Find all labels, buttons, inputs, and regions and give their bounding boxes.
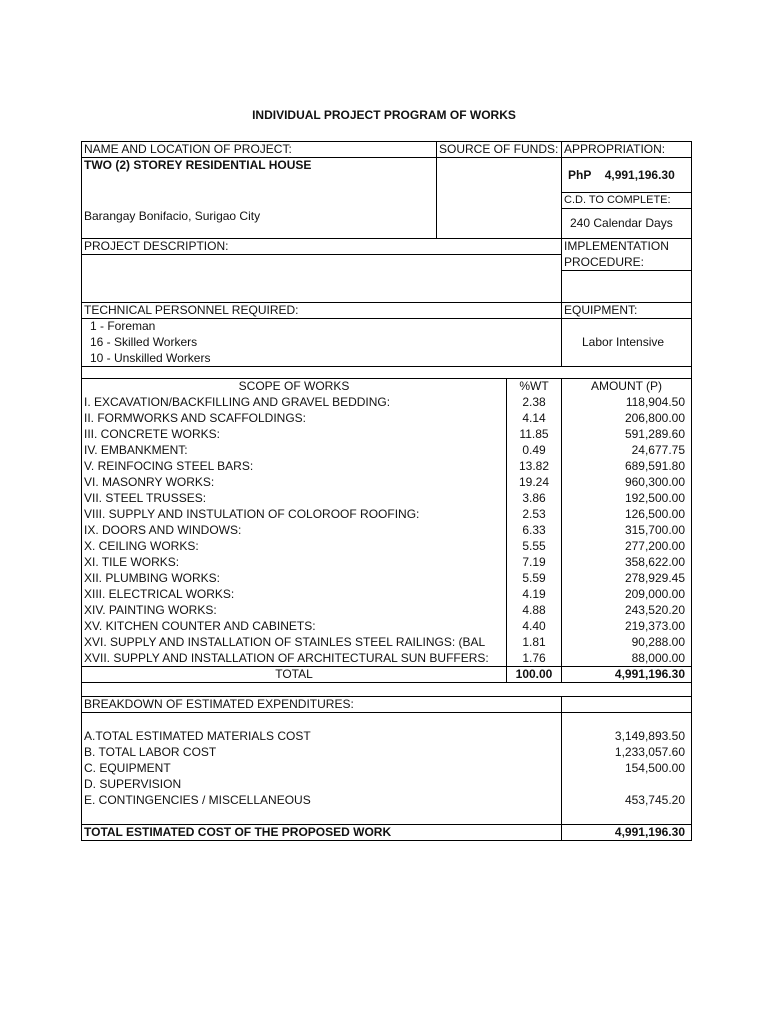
scope-row (82, 427, 692, 443)
scope-wt: 3.86 (507, 491, 562, 507)
wt-col-header: %WT (507, 379, 562, 395)
scope-amount: 88,000.00 (562, 651, 692, 667)
scope-wt: 4.40 (507, 619, 562, 635)
scope-wt: 13.82 (507, 459, 562, 475)
technical-personnel-label: TECHNICAL PERSONNEL REQUIRED: (82, 303, 562, 319)
blank-cell (562, 697, 692, 713)
project-description-label: PROJECT DESCRIPTION: (82, 239, 562, 255)
total-label: TOTAL (82, 667, 507, 683)
blank-cell (562, 713, 692, 729)
breakdown-label: BREAKDOWN OF ESTIMATED EXPENDITURES: (82, 697, 562, 713)
form-table (81, 141, 692, 841)
project-location: Barangay Bonifacio, Surigao City (82, 209, 437, 225)
scope-row (82, 571, 692, 587)
scope-item: VII. STEEL TRUSSES: (82, 491, 507, 507)
scope-item: IX. DOORS AND WINDOWS: (82, 523, 507, 539)
scope-row (82, 395, 692, 411)
scope-item: XIV. PAINTING WORKS: (82, 603, 507, 619)
scope-wt: 2.38 (507, 395, 562, 411)
scope-item: V. REINFOCING STEEL BARS: (82, 459, 507, 475)
scope-wt: 2.53 (507, 507, 562, 523)
document-title: INDIVIDUAL PROJECT PROGRAM OF WORKS (252, 108, 516, 122)
scope-row (82, 635, 692, 651)
scope-wt: 5.59 (507, 571, 562, 587)
scope-amount: 206,800.00 (562, 411, 692, 427)
blank-cell (82, 809, 562, 825)
scope-item: XII. PLUMBING WORKS: (82, 571, 507, 587)
total-wt: 100.00 (507, 667, 562, 683)
breakdown-materials-label: A.TOTAL ESTIMATED MATERIALS COST (82, 729, 562, 745)
scope-item: IV. EMBANKMENT: (82, 443, 507, 459)
scope-row (82, 555, 692, 571)
breakdown-equipment-label: C. EQUIPMENT (82, 761, 562, 777)
scope-amount: 358,622.00 (562, 555, 692, 571)
blank-cell (82, 193, 437, 209)
scope-wt: 0.49 (507, 443, 562, 459)
scope-amount: 689,591.80 (562, 459, 692, 475)
breakdown-labor-value: 1,233,057.60 (562, 745, 692, 761)
breakdown-labor-label: B. TOTAL LABOR COST (82, 745, 562, 761)
scope-item: XI. TILE WORKS: (82, 555, 507, 571)
scope-row (82, 603, 692, 619)
blank-cell (562, 287, 692, 303)
spacer-row (82, 367, 692, 379)
grand-total-label: TOTAL ESTIMATED COST OF THE PROPOSED WORK (82, 825, 562, 841)
implementation-value (562, 271, 692, 287)
scope-wt: 19.24 (507, 475, 562, 491)
blank-cell (82, 713, 562, 729)
scope-amount: 24,677.75 (562, 443, 692, 459)
blank-cell (562, 809, 692, 825)
project-description-value (82, 255, 562, 303)
blank-cell (82, 225, 437, 239)
scope-item: XVI. SUPPLY AND INSTALLATION OF STAINLES STEEL RAILINGS: (BAL (82, 635, 507, 651)
appropriation-amount (562, 158, 692, 193)
scope-amount: 209,000.00 (562, 587, 692, 603)
source-of-funds-value (437, 158, 562, 239)
scope-row (82, 507, 692, 523)
scope-wt: 11.85 (507, 427, 562, 443)
scope-amount: 192,500.00 (562, 491, 692, 507)
scope-item: XV. KITCHEN COUNTER AND CABINETS: (82, 619, 507, 635)
scope-item: XIII. ELECTRICAL WORKS: (82, 587, 507, 603)
scope-row (82, 475, 692, 491)
scope-row (82, 443, 692, 459)
breakdown-supervision-value (562, 777, 692, 793)
cd-label: C.D. TO COMPLETE: (562, 193, 692, 209)
scope-wt: 6.33 (507, 523, 562, 539)
scope-wt: 4.14 (507, 411, 562, 427)
cd-value: 240 Calendar Days (562, 209, 692, 239)
amount-col-header: AMOUNT (P) (562, 379, 692, 395)
scope-amount: 278,929.45 (562, 571, 692, 587)
program-of-works-form (81, 141, 691, 841)
scope-row (82, 651, 692, 667)
scope-wt: 5.55 (507, 539, 562, 555)
source-of-funds-label: SOURCE OF FUNDS: (437, 142, 562, 158)
scope-item: I. EXCAVATION/BACKFILLING AND GRAVEL BEDDING: (82, 395, 507, 411)
scope-rows (82, 395, 692, 667)
scope-col-header: SCOPE OF WORKS (82, 379, 507, 395)
scope-wt: 4.88 (507, 603, 562, 619)
scope-wt: 4.19 (507, 587, 562, 603)
project-name: TWO (2) STOREY RESIDENTIAL HOUSE (82, 158, 437, 193)
scope-row (82, 491, 692, 507)
breakdown-equipment-value: 154,500.00 (562, 761, 692, 777)
breakdown-contingencies-value: 453,745.20 (562, 793, 692, 809)
scope-row (82, 523, 692, 539)
personnel-item: 10 - Unskilled Workers (82, 351, 562, 367)
scope-item: VIII. SUPPLY AND INSTULATION OF COLOROOF ROOFING: (82, 507, 507, 523)
scope-row (82, 587, 692, 603)
personnel-item: 1 - Foreman (82, 319, 562, 335)
appropriation-value: 4,991,196.30 (604, 167, 675, 182)
scope-amount: 243,520.20 (562, 603, 692, 619)
equipment-label: EQUIPMENT: (562, 303, 692, 319)
grand-total-value: 4,991,196.30 (562, 825, 692, 841)
currency: PhP (568, 167, 592, 182)
scope-item: XVII. SUPPLY AND INSTALLATION OF ARCHITECTURAL SUN BUFFERS: (82, 651, 507, 667)
breakdown-contingencies-label: E. CONTINGENCIES / MISCELLANEOUS (82, 793, 562, 809)
scope-amount: 277,200.00 (562, 539, 692, 555)
scope-wt: 1.76 (507, 651, 562, 667)
scope-item: VI. MASONRY WORKS: (82, 475, 507, 491)
implementation-label-line1: IMPLEMENTATION (564, 239, 669, 253)
scope-amount: 118,904.50 (562, 395, 692, 411)
name-location-label: NAME AND LOCATION OF PROJECT: (82, 142, 437, 158)
total-amount: 4,991,196.30 (562, 667, 692, 683)
scope-amount: 219,373.00 (562, 619, 692, 635)
scope-amount: 960,300.00 (562, 475, 692, 491)
scope-amount: 126,500.00 (562, 507, 692, 523)
breakdown-materials-value: 3,149,893.50 (562, 729, 692, 745)
scope-item: II. FORMWORKS AND SCAFFOLDINGS: (82, 411, 507, 427)
spacer-row (82, 683, 692, 697)
scope-amount: 591,289.60 (562, 427, 692, 443)
scope-row (82, 539, 692, 555)
appropriation-label: APPROPRIATION: (562, 142, 692, 158)
implementation-label (562, 239, 692, 255)
scope-wt: 7.19 (507, 555, 562, 571)
scope-item: X. CEILING WORKS: (82, 539, 507, 555)
scope-wt: 1.81 (507, 635, 562, 651)
implementation-label-line2: PROCEDURE: (562, 255, 692, 271)
scope-row (82, 619, 692, 635)
scope-amount: 90,288.00 (562, 635, 692, 651)
equipment-value: Labor Intensive (562, 319, 692, 367)
scope-row (82, 459, 692, 475)
scope-row (82, 411, 692, 427)
scope-amount: 315,700.00 (562, 523, 692, 539)
breakdown-supervision-label: D. SUPERVISION (82, 777, 562, 793)
scope-item: III. CONCRETE WORKS: (82, 427, 507, 443)
personnel-item: 16 - Skilled Workers (82, 335, 562, 351)
